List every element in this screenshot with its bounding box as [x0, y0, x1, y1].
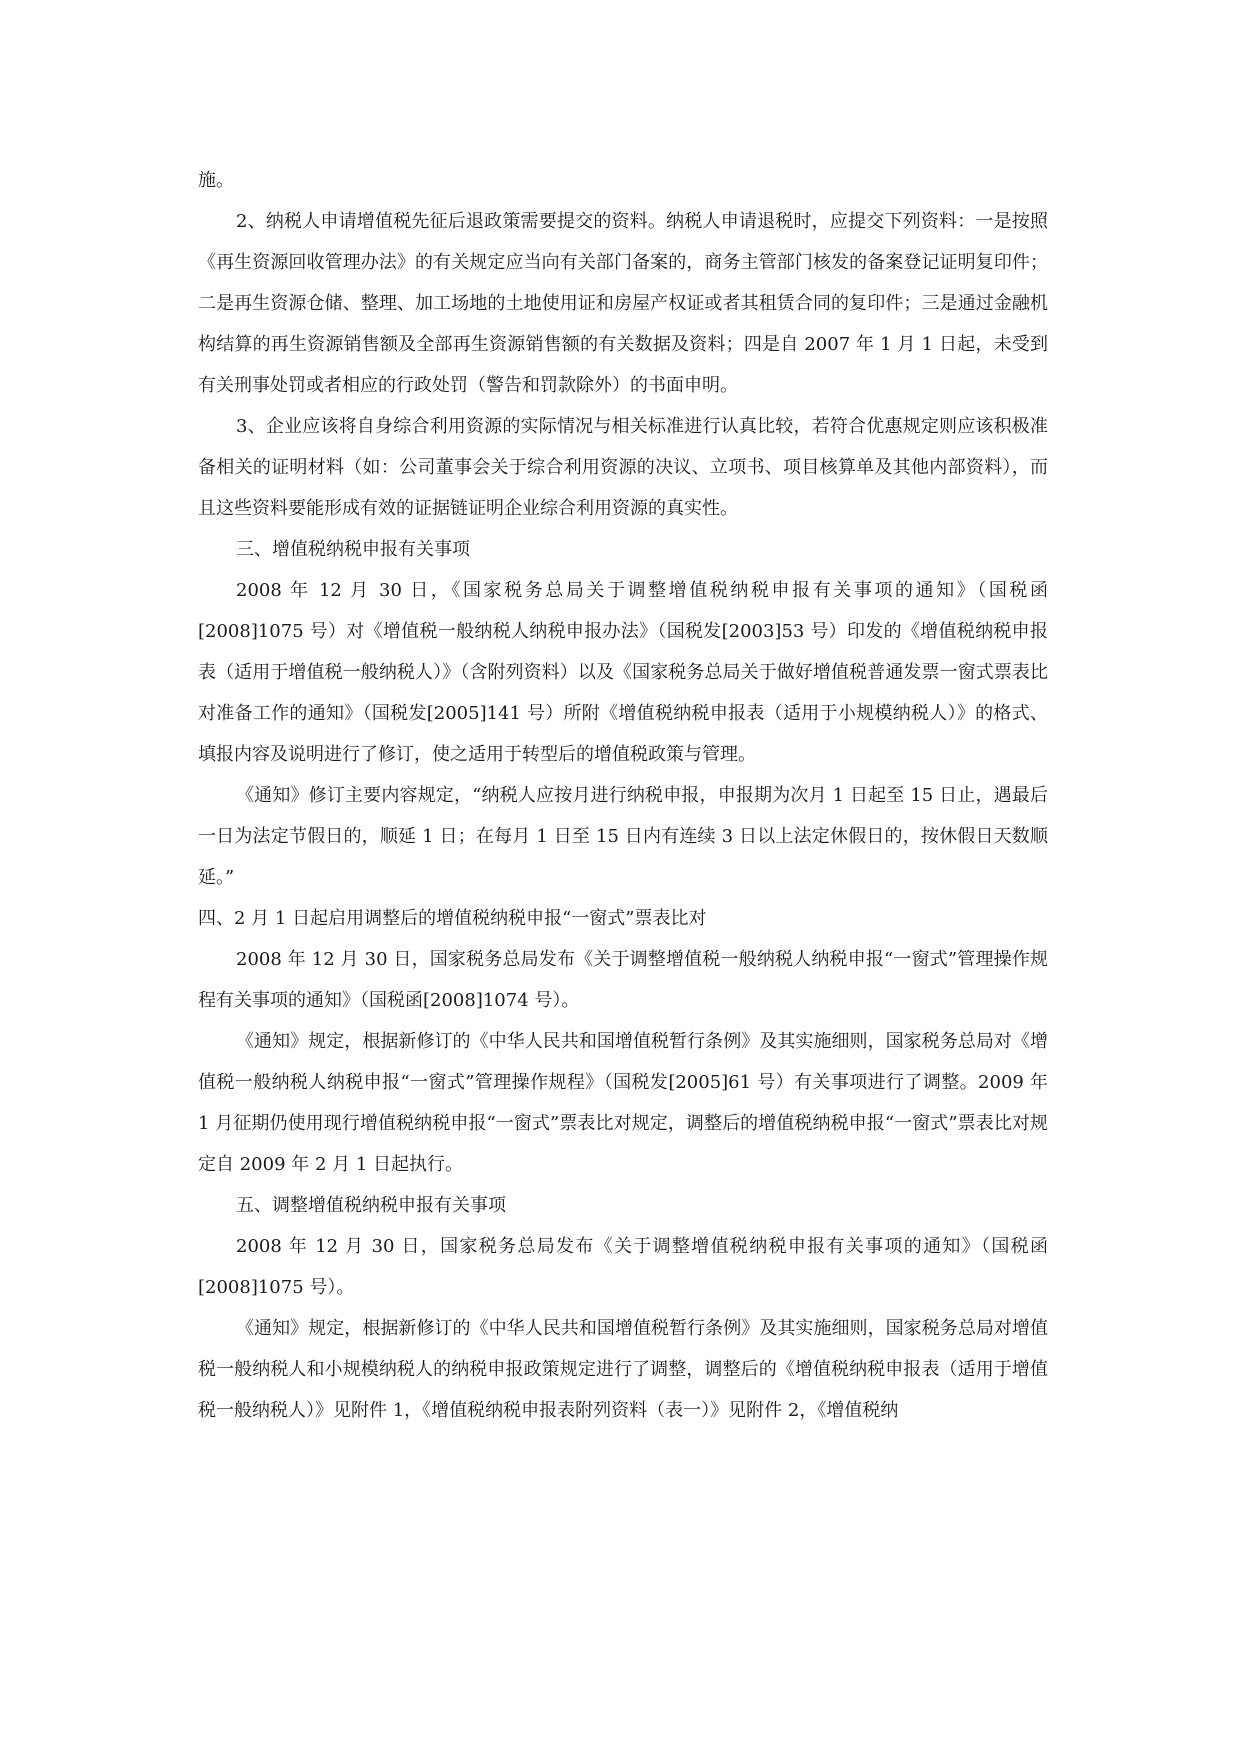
section-heading-3: 三、增值税纳税申报有关事项 [236, 539, 470, 560]
paragraph-declaration-revision: 2008 年 12 月 30 日，《国家税务总局关于调整增值税纳税申报有关事项的通知》（国税函[2008]1075 号）对《增值税一般纳税人纳税申报办法》（国税发[2003]53 号）印发的《增值税纳税申报表（适用于增值税一般纳税人）》（含附列资料）以及《国家税务总局关于做好增值税普通发票一窗式票表比对准备工作的通知》（国税发[2005]141 号）所附《增值税纳税申报表（适用于小规模纳税人）》的格式、填报内容及说明进行了修订，使之适用于转型后的增值税政策与管理。 [198, 580, 1048, 765]
paragraph-one-window-notice: 2008 年 12 月 30 日，国家税务总局发布《关于调整增值税一般纳税人纳税申报“一窗式”管理操作规程有关事项的通知》（国税函[2008]1074 号）。 [198, 949, 1048, 1011]
paragraph-comprehensive-utilization: 3、企业应该将自身综合利用资源的实际情况与相关标准进行认真比较，若符合优惠规定则应该积极准备相关的证明材料（如：公司董事会关于综合利用资源的决议、立项书、项目核算单及其他内部资料），而且这些资料要能形成有效的证据链证明企业综合利用资源的真实性。 [198, 416, 1048, 519]
paragraph-continuation: 施。 [198, 170, 234, 191]
paragraph-notice-main-content: 《通知》修订主要内容规定，“纳税人应按月进行纳税申报，申报期为次月 1 日起至 15 日止，遇最后一日为法定节假日的，顺延 1 日；在每月 1 日至 15 日内有连续 3 日以上法定休假日的，按休假日天数顺延。” [198, 785, 1048, 888]
paragraph-refund-materials: 2、纳税人申请增值税先征后退政策需要提交的资料。纳税人申请退税时，应提交下列资料：一是按照《再生资源回收管理办法》的有关规定应当向有关部门备案的，商务主管部门核发的备案登记证明复印件；二是再生资源仓储、整理、加工场地的土地使用证和房屋产权证或者其租赁合同的复印件；三是通过金融机构结算的再生资源销售额及全部再生资源销售额的有关数据及资料；四是自 2007 年 1 月 1 日起，未受到有关刑事处罚或者相应的行政处罚（警告和罚款除外）的书面申明。 [198, 211, 1048, 396]
paragraph-adjust-declaration-notice: 2008 年 12 月 30 日，国家税务总局发布《关于调整增值税纳税申报有关事项的通知》（国税函[2008]1075 号）。 [198, 1236, 1048, 1298]
paragraph-adjust-declaration-details: 《通知》规定，根据新修订的《中华人民共和国增值税暂行条例》及其实施细则，国家税务总局对增值税一般纳税人和小规模纳税人的纳税申报政策规定进行了调整，调整后的《增值税纳税申报表（适用于增值税一般纳税人）》见附件 1，《增值税纳税申报表附列资料（表一）》见附件 2，《增值税纳 [198, 1318, 1048, 1421]
section-heading-4: 四、2 月 1 日起启用调整后的增值税纳税申报“一窗式”票表比对 [198, 908, 707, 929]
paragraph-one-window-adjustment: 《通知》规定，根据新修订的《中华人民共和国增值税暂行条例》及其实施细则，国家税务总局对《增值税一般纳税人纳税申报“一窗式”管理操作规程》（国税发[2005]61 号）有关事项进行了调整。2009 年 1 月征期仍使用现行增值税纳税申报“一窗式”票表比对规定，调整后的增值税纳税申报“一窗式”票表比对规定自 2009 年 2 月 1 日起执行。 [198, 1031, 1048, 1175]
section-heading-5: 五、调整增值税纳税申报有关事项 [236, 1195, 506, 1216]
document-body [198, 160, 1048, 1431]
